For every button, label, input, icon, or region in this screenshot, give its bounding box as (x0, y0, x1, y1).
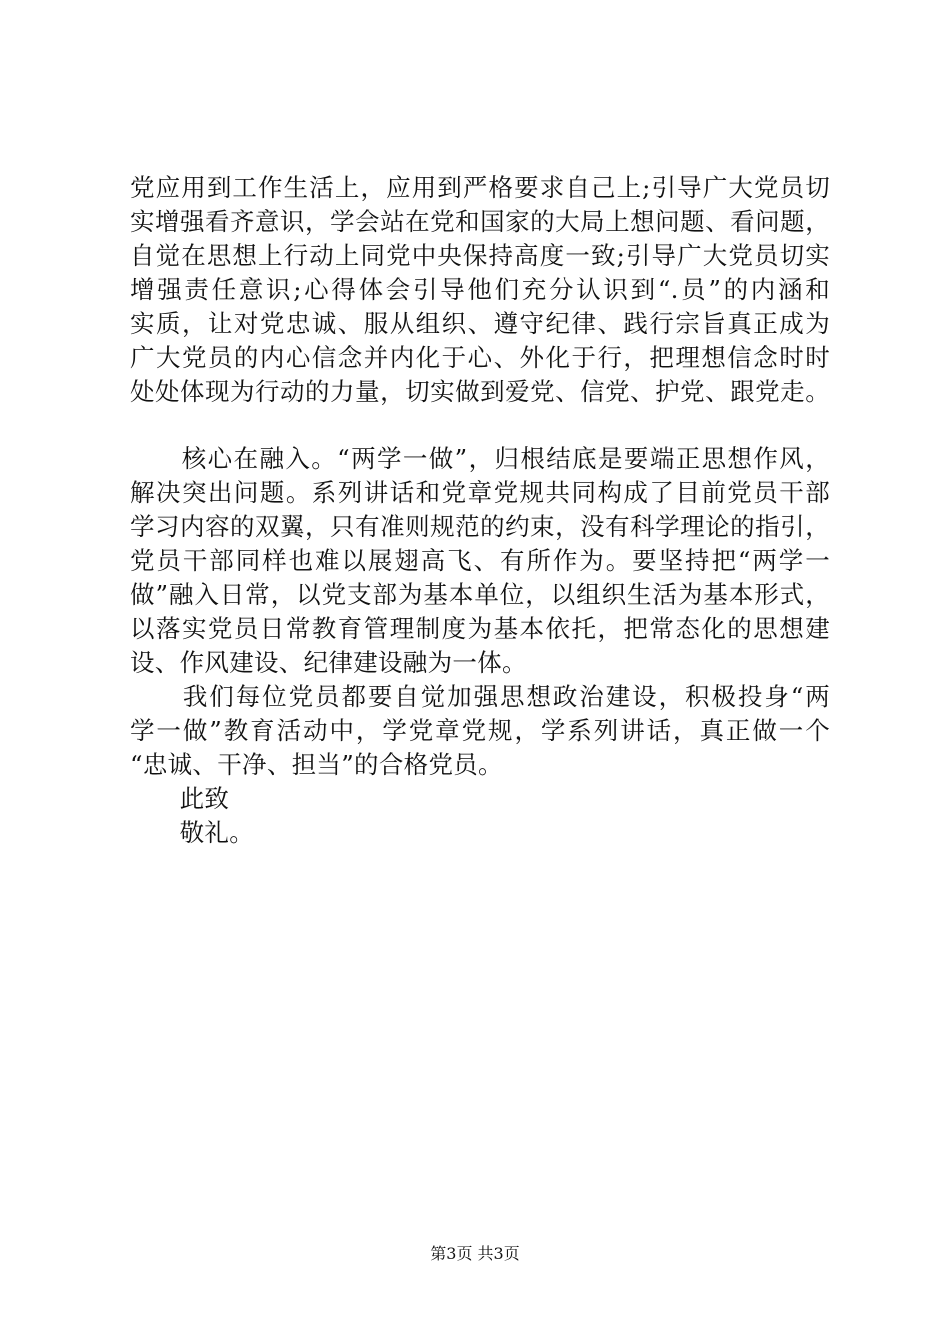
page-number-footer: 第3页 共3页 (430, 1244, 520, 1263)
text-line: 自觉在思想上行动上同党中央保持高度一致;引导广大党员切实 (130, 241, 830, 270)
text-line: 增强责任意识;心得体会引导他们充分认识到“.员”的内涵和 (130, 275, 830, 304)
text-line: 党员干部同样也难以展翅高飞、有所作为。要坚持把“两学一 (130, 546, 830, 575)
text-line: 以落实党员日常教育管理制度为基本依托，把常态化的思想建 (130, 614, 830, 643)
text-line: 学一做”教育活动中，学党章党规，学系列讲话，真正做一个 (130, 716, 830, 745)
text-line: 设、作风建设、纪律建设融为一体。 (130, 648, 527, 677)
text-line: 实增强看齐意识，学会站在党和国家的大局上想问题、看问题， (130, 207, 830, 236)
text-line: 学习内容的双翼，只有准则规范的约束，没有科学理论的指引， (130, 512, 830, 541)
closing-salutation: 此致 (130, 784, 230, 813)
text-line: 实质，让对党忠诚、服从组织、遵守纪律、践行宗旨真正成为 (130, 309, 830, 338)
text-line: 我们每位党员都要自觉加强思想政治建设，积极投身“两 (130, 682, 830, 711)
text-line: “忠诚、干净、担当”的合格党员。 (130, 750, 503, 779)
closing-regards: 敬礼。 (130, 818, 254, 847)
text-line: 处处体现为行动的力量，切实做到爱党、信党、护党、跟党走。 (130, 377, 830, 406)
text-line: 核心在融入。“两学一做”，归根结底是要端正思想作风， (130, 444, 830, 473)
text-line: 解决突出问题。系列讲话和党章党规共同构成了目前党员干部 (130, 478, 830, 507)
text-line: 党应用到工作生活上，应用到严格要求自己上;引导广大党员切 (130, 173, 830, 202)
text-line: 做”融入日常，以党支部为基本单位，以组织生活为基本形式， (130, 580, 831, 609)
text-line: 广大党员的内心信念并内化于心、外化于行，把理想信念时时 (130, 343, 830, 372)
